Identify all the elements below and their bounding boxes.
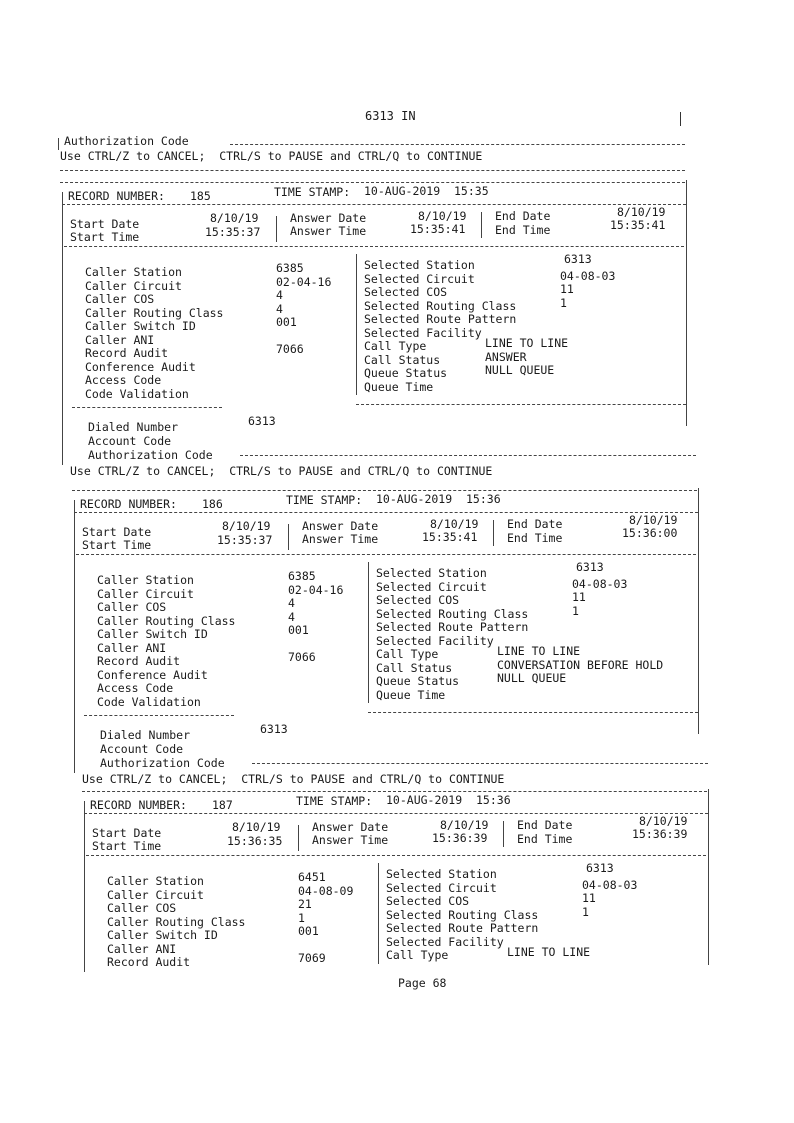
end-date-label: End Date [507,517,563,531]
selected-field-value: 6313 [586,861,614,875]
timestamp: 10-AUG-2019 15:35 [364,184,489,198]
answer-date-label: Answer Date [312,820,389,834]
start-date: 8/10/19 [232,820,281,834]
answer-date: 8/10/19 [418,209,467,223]
start-time: 15:35:37 [205,225,261,239]
selected-field-label: Selected Facility [376,633,494,648]
selected-field-label: Call Status [364,352,441,367]
selected-field-label: Selected Circuit [386,880,497,895]
caller-field-value: 4 [288,596,295,610]
cancel-notice: Use CTRL/Z to CANCEL; CTRL/S to PAUSE and CTRL/Q to CONTINUE [82,772,505,786]
divider [230,144,685,145]
dialed-number: 6313 [248,414,276,428]
divider [356,404,686,405]
answer-time-label: Answer Time [290,224,367,238]
divider [368,562,369,703]
divider [76,554,696,555]
selected-field-label: Selected Facility [386,934,504,949]
divider [276,216,277,242]
divider [240,455,696,456]
caller-field-label: Caller COS [107,901,177,915]
selected-field-value: CONVERSATION BEFORE HOLD [497,657,664,672]
start-time: 15:35:37 [217,533,273,547]
selected-field-label: Queue Time [364,379,434,394]
selected-field-label: Selected Station [376,566,487,580]
caller-field-label: Record Audit [85,346,169,360]
selected-field-value: 04-08-03 [560,268,616,283]
divider [84,801,85,972]
answer-date-label: Answer Date [290,211,367,225]
answer-time: 15:35:41 [410,222,466,236]
divider [298,825,299,851]
selected-field-value: 11 [560,282,574,296]
top-notice: Use CTRL/Z to CANCEL; CTRL/S to PAUSE and CTRL/Q to CONTINUE [60,149,483,163]
end-date-label: End Date [517,818,573,832]
cancel-notice: Use CTRL/Z to CANCEL; CTRL/S to PAUSE and CTRL/Q to CONTINUE [70,464,493,478]
caller-field-label: Caller COS [97,600,167,614]
divider [481,212,482,238]
selected-field-label: Call Type [376,647,439,661]
caller-field-label: Access Code [97,681,174,695]
end-time: 15:36:00 [622,526,678,540]
timestamp: 10-AUG-2019 15:36 [386,793,511,807]
selected-field-value: NULL QUEUE [497,671,567,685]
selected-field-value: 1 [560,295,567,310]
dialed-number: 6313 [260,722,288,736]
caller-field-label: Caller Routing Class [107,914,246,929]
selected-field-value: 6313 [576,560,604,574]
divider [64,246,684,247]
timestamp-label: TIME STAMP: [296,794,373,808]
account-code-label: Account Code [88,434,172,448]
end-time-label: End Time [495,223,551,237]
start-date: 8/10/19 [210,211,259,225]
selected-field-value: 1 [572,603,579,618]
selected-field-value: 04-08-03 [572,576,628,591]
caller-field-value: 7069 [298,951,326,965]
caller-field-label: Caller Station [85,265,182,279]
caller-field-label: Code Validation [85,386,189,401]
caller-field-value: 7066 [276,342,304,356]
start-date-label: Start Date [82,525,152,539]
record-number: 187 [212,798,233,812]
divider [58,138,59,150]
account-code-label: Account Code [100,742,184,756]
caller-field-label: Caller Station [107,874,204,888]
divider [368,712,698,713]
end-time-label: End Time [517,832,573,846]
divider [708,789,709,965]
selected-field-value: LINE TO LINE [497,644,581,658]
divider [378,863,379,964]
selected-field-label: Selected COS [386,894,470,908]
start-time: 15:36:35 [227,834,283,848]
divider [74,512,698,513]
caller-field-label: Access Code [85,373,162,387]
selected-field-label: Selected Route Pattern [364,312,517,326]
divider [62,192,63,465]
caller-field-label: Conference Audit [85,359,196,374]
selected-field-label: Call Type [364,339,427,353]
selected-field-value: 11 [582,891,596,905]
record-number-label: RECORD NUMBER: [68,189,165,203]
margin-mark [680,112,681,126]
caller-field-value: 6451 [298,870,326,884]
divider [493,520,494,546]
caller-field-label: Code Validation [97,694,201,709]
caller-field-value: 001 [288,623,309,637]
selected-field-value: 1 [582,904,589,919]
divider [356,254,357,395]
answer-time: 15:36:39 [432,831,488,845]
top-auth-label: Authorization Code [64,134,189,148]
caller-field-label: Caller Station [97,573,194,587]
record-number-label: RECORD NUMBER: [80,497,177,511]
caller-field-label: Caller ANI [107,941,177,956]
caller-field-value: 04-08-09 [298,883,354,898]
timestamp: 10-AUG-2019 15:36 [376,492,501,506]
selected-field-label: Selected Station [386,867,497,881]
dialed-number-label: Dialed Number [88,420,179,434]
caller-field-value: 4 [288,609,295,624]
caller-field-label: Caller ANI [97,640,167,655]
caller-field-value: 001 [298,924,319,938]
divider [698,488,699,734]
selected-field-label: Selected Station [364,258,475,272]
caller-field-label: Record Audit [97,654,181,668]
caller-field-value: 21 [298,897,312,911]
caller-field-value: 7066 [288,650,316,664]
selected-field-value: LINE TO LINE [485,336,569,350]
caller-field-label: Caller Routing Class [85,305,224,320]
answer-time-label: Answer Time [312,833,389,847]
caller-field-label: Record Audit [107,955,191,969]
answer-date-label: Answer Date [302,519,379,533]
selected-field-label: Selected Route Pattern [386,921,539,935]
end-time: 15:35:41 [610,218,666,232]
record-number: 186 [202,497,223,511]
start-time-label: Start Time [70,230,140,244]
selected-field-label: Selected COS [364,285,448,299]
selected-field-value: 6313 [564,252,592,266]
record-number-label: RECORD NUMBER: [90,798,187,812]
authorization-code-label: Authorization Code [88,448,213,462]
selected-field-label: Selected Route Pattern [376,620,529,634]
selected-field-label: Selected COS [376,593,460,607]
caller-field-label: Caller Switch ID [107,928,218,942]
divider [288,524,289,550]
start-time-label: Start Time [92,839,162,853]
divider [72,490,697,491]
caller-field-value: 1 [298,910,305,925]
selected-field-label: Queue Status [376,674,460,688]
caller-field-label: Caller COS [85,292,155,306]
caller-field-value: 02-04-16 [288,582,344,597]
end-date: 8/10/19 [639,814,688,828]
end-time: 15:36:39 [632,827,688,841]
selected-field-label: Queue Status [364,366,448,380]
end-time-label: End Time [507,531,563,545]
end-date: 8/10/19 [629,513,678,527]
end-date: 8/10/19 [617,205,666,219]
caller-field-value: 6385 [276,261,304,275]
divider [84,813,708,814]
selected-field-value: ANSWER [485,349,527,364]
caller-field-label: Conference Audit [97,667,208,682]
divider [252,763,708,764]
answer-time-label: Answer Time [302,532,379,546]
selected-field-label: Selected Routing Class [364,298,517,313]
caller-field-value: 001 [276,315,297,329]
selected-field-label: Selected Routing Class [376,606,529,621]
page-number: Page 68 [398,976,447,990]
selected-field-label: Call Status [376,660,453,675]
divider [686,180,687,426]
caller-field-label: Caller Routing Class [97,613,236,628]
caller-field-label: Caller Circuit [107,887,204,902]
selected-field-label: Selected Routing Class [386,907,539,922]
selected-field-label: Selected Facility [364,325,482,340]
selected-field-value: 11 [572,590,586,604]
selected-field-value: LINE TO LINE [507,945,591,959]
divider [84,715,234,716]
caller-field-label: Caller ANI [85,332,155,347]
timestamp-label: TIME STAMP: [286,493,363,507]
answer-date: 8/10/19 [430,517,479,531]
divider [72,407,222,408]
selected-field-label: Selected Circuit [364,271,475,286]
caller-field-value: 02-04-16 [276,274,332,289]
selected-field-value: 04-08-03 [582,877,638,892]
dialed-number-label: Dialed Number [100,728,191,742]
caller-field-label: Caller Switch ID [97,627,208,641]
divider [74,500,75,773]
start-date: 8/10/19 [222,519,271,533]
caller-field-value: 4 [276,288,283,302]
record-number: 185 [190,189,211,203]
caller-field-label: Caller Circuit [97,586,194,601]
divider [60,182,685,183]
start-date-label: Start Date [92,826,162,840]
divider [62,204,686,205]
page-header: 6313 IN [365,109,416,123]
selected-field-label: Queue Time [376,687,446,702]
selected-field-label: Selected Circuit [376,579,487,594]
selected-field-value: NULL QUEUE [485,363,555,377]
timestamp-label: TIME STAMP: [274,185,351,199]
divider [60,170,685,171]
start-time-label: Start Time [82,538,152,552]
start-date-label: Start Date [70,217,140,231]
answer-time: 15:35:41 [422,530,478,544]
caller-field-value: 4 [276,301,283,316]
caller-field-label: Caller Switch ID [85,319,196,333]
answer-date: 8/10/19 [440,818,489,832]
caller-field-label: Caller Circuit [85,278,182,293]
caller-field-value: 6385 [288,569,316,583]
divider [503,821,504,847]
selected-field-label: Call Type [386,948,449,962]
end-date-label: End Date [495,209,551,223]
divider [82,791,707,792]
authorization-code-label: Authorization Code [100,756,225,770]
divider [86,855,706,856]
